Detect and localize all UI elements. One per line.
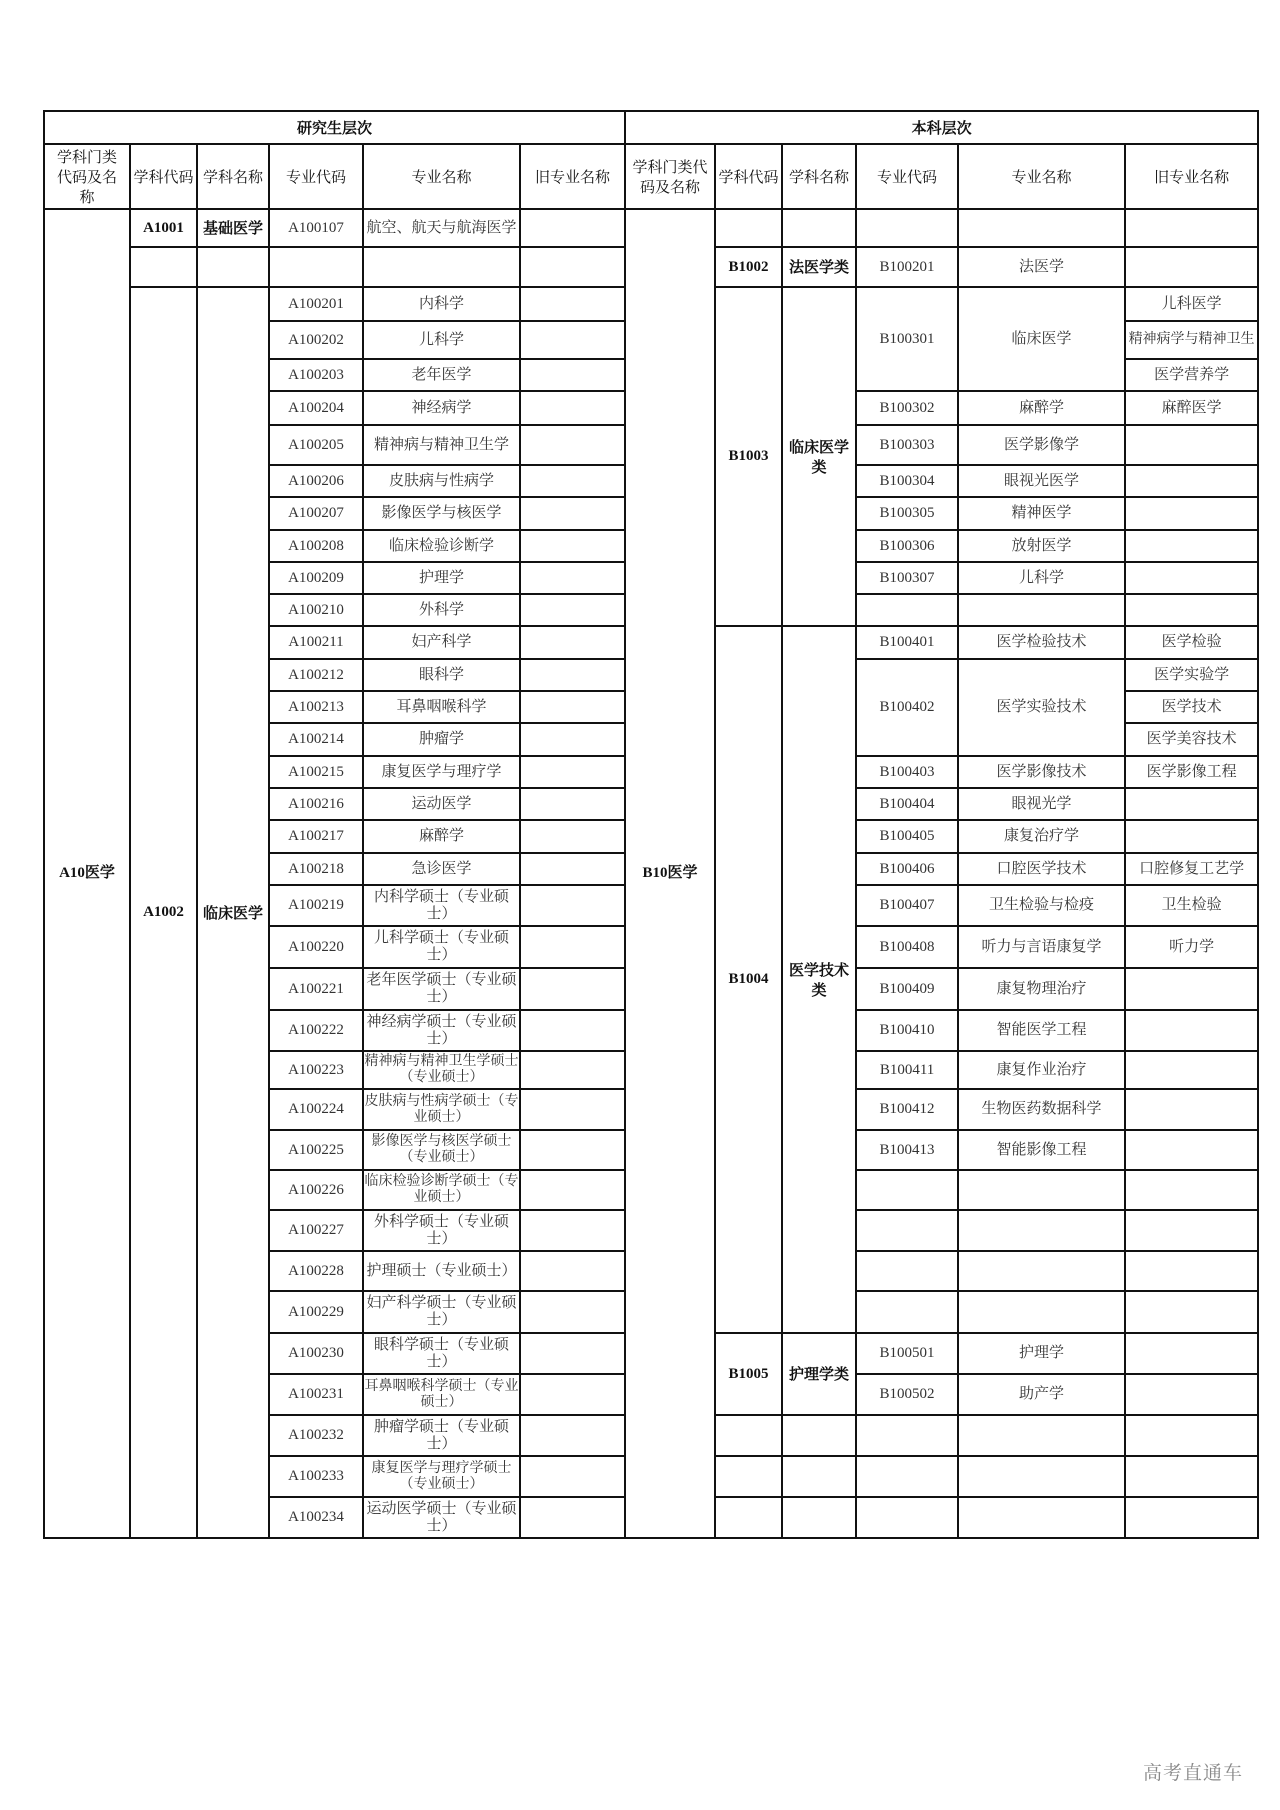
major-code: B100411 — [856, 1051, 958, 1089]
major-code: A100205 — [269, 425, 363, 465]
major-name: 神经病学硕士（专业硕士） — [363, 1010, 520, 1051]
major-code: B100401 — [856, 626, 958, 659]
major-code: B100408 — [856, 926, 958, 968]
old-major-name — [520, 1333, 625, 1374]
old-major-name-empty — [1125, 594, 1258, 626]
major-name: 影像医学与核医学硕士（专业硕士） — [363, 1130, 520, 1170]
major-code: B100407 — [856, 885, 958, 926]
old-major-name: 医学技术 — [1125, 691, 1258, 723]
major-code: A100212 — [269, 659, 363, 691]
table-row — [44, 209, 1258, 247]
old-major-name-empty — [1125, 1415, 1258, 1456]
major-code-empty — [856, 1251, 958, 1291]
old-major-name — [520, 1251, 625, 1291]
major-name: 医学实验技术 — [958, 659, 1125, 756]
old-major-name — [520, 885, 625, 926]
old-major-name: 听力学 — [1125, 926, 1258, 968]
major-name: 医学检验技术 — [958, 626, 1125, 659]
old-major-name-empty — [1125, 1497, 1258, 1538]
major-name: 皮肤病与性病学硕士（专业硕士） — [363, 1089, 520, 1130]
undergraduate-header-col-2: 学科名称 — [782, 144, 856, 209]
discipline-name-empty — [782, 1456, 856, 1497]
major-name: 儿科学硕士（专业硕士） — [363, 926, 520, 968]
old-major-name — [520, 1374, 625, 1415]
old-major-name-empty — [1125, 1251, 1258, 1291]
major-code: A100206 — [269, 465, 363, 497]
major-name: 康复物理治疗 — [958, 968, 1125, 1010]
old-major-name — [1125, 1333, 1258, 1374]
major-name: 麻醉学 — [958, 391, 1125, 425]
discipline-code-empty — [715, 1456, 782, 1497]
major-name-empty — [958, 594, 1125, 626]
old-major-name — [520, 691, 625, 723]
old-major-name — [520, 853, 625, 885]
major-name: 卫生检验与检疫 — [958, 885, 1125, 926]
major-code: B100402 — [856, 659, 958, 756]
major-code: A100208 — [269, 530, 363, 562]
old-major-name-empty — [1125, 1291, 1258, 1333]
major-code: B100304 — [856, 465, 958, 497]
graduate-header-col-4: 专业名称 — [363, 144, 520, 209]
major-code: B100405 — [856, 820, 958, 853]
major-name: 智能影像工程 — [958, 1130, 1125, 1170]
major-code: B100306 — [856, 530, 958, 562]
major-code: B100307 — [856, 562, 958, 594]
old-major-name: 医学营养学 — [1125, 359, 1258, 391]
major-code: A100202 — [269, 321, 363, 359]
major-name: 耳鼻咽喉科学 — [363, 691, 520, 723]
major-name: 智能医学工程 — [958, 1010, 1125, 1051]
old-major-name — [520, 1010, 625, 1051]
major-code: A100226 — [269, 1170, 363, 1210]
discipline-code: A1002 — [130, 287, 197, 1538]
discipline-name: 基础医学 — [197, 209, 269, 247]
old-major-name — [520, 287, 625, 321]
major-name-empty — [958, 1170, 1125, 1210]
old-major-name — [520, 926, 625, 968]
major-name: 皮肤病与性病学 — [363, 465, 520, 497]
major-name-empty — [958, 1497, 1125, 1538]
graduate-header-col-2: 学科名称 — [197, 144, 269, 209]
major-code: A100201 — [269, 287, 363, 321]
major-name: 精神病与精神卫生学硕士（专业硕士） — [363, 1051, 520, 1089]
old-major-name — [520, 1415, 625, 1456]
major-name: 康复医学与理疗学硕士（专业硕士） — [363, 1456, 520, 1497]
old-major-name — [1125, 1374, 1258, 1415]
major-code-empty — [856, 1456, 958, 1497]
major-code: A100218 — [269, 853, 363, 885]
major-name: 医学影像技术 — [958, 756, 1125, 788]
major-name: 眼视光医学 — [958, 465, 1125, 497]
undergraduate-category: B10医学 — [625, 209, 715, 1538]
old-major-name — [520, 659, 625, 691]
major-name: 妇产科学硕士（专业硕士） — [363, 1291, 520, 1333]
major-name: 法医学 — [958, 247, 1125, 287]
major-name: 护理硕士（专业硕士） — [363, 1251, 520, 1291]
major-code: A100228 — [269, 1251, 363, 1291]
major-name: 放射医学 — [958, 530, 1125, 562]
old-major-name — [1125, 562, 1258, 594]
major-code: A100207 — [269, 497, 363, 530]
discipline-name: 护理学类 — [782, 1333, 856, 1415]
old-major-name: 麻醉医学 — [1125, 391, 1258, 425]
major-code: A100217 — [269, 820, 363, 853]
old-major-name: 口腔修复工艺学 — [1125, 853, 1258, 885]
undergraduate-header-col-4: 专业名称 — [958, 144, 1125, 209]
major-name: 耳鼻咽喉科学硕士（专业硕士） — [363, 1374, 520, 1415]
old-major-name: 医学检验 — [1125, 626, 1258, 659]
major-code-empty — [856, 1415, 958, 1456]
major-code: B100404 — [856, 788, 958, 820]
major-name: 神经病学 — [363, 391, 520, 425]
major-code: A100220 — [269, 926, 363, 968]
major-code: A100222 — [269, 1010, 363, 1051]
major-code: A100215 — [269, 756, 363, 788]
major-code: B100502 — [856, 1374, 958, 1415]
old-major-name — [1125, 1010, 1258, 1051]
discipline-code: B1003 — [715, 287, 782, 626]
major-code: A100227 — [269, 1210, 363, 1251]
discipline-code: B1004 — [715, 626, 782, 1333]
discipline-code-empty — [130, 247, 197, 287]
major-name — [363, 247, 520, 287]
major-code: A100231 — [269, 1374, 363, 1415]
major-code: A100213 — [269, 691, 363, 723]
old-major-name — [520, 1089, 625, 1130]
major-code: A100210 — [269, 594, 363, 626]
old-major-name — [520, 1497, 625, 1538]
major-code: A100232 — [269, 1415, 363, 1456]
major-code: B100403 — [856, 756, 958, 788]
old-major-name-empty — [1125, 1456, 1258, 1497]
major-code: A100223 — [269, 1051, 363, 1089]
major-code: B100410 — [856, 1010, 958, 1051]
old-major-name — [1125, 1089, 1258, 1130]
major-name-empty — [958, 1415, 1125, 1456]
major-name: 康复作业治疗 — [958, 1051, 1125, 1089]
old-major-name — [520, 723, 625, 756]
major-code: B100201 — [856, 247, 958, 287]
major-code: A100203 — [269, 359, 363, 391]
major-name: 内科学 — [363, 287, 520, 321]
old-major-name — [1125, 1130, 1258, 1170]
major-code-empty — [856, 1170, 958, 1210]
old-major-name — [520, 465, 625, 497]
major-name-empty — [958, 1251, 1125, 1291]
major-code-empty — [856, 1497, 958, 1538]
major-name: 助产学 — [958, 1374, 1125, 1415]
major-name: 老年医学硕士（专业硕士） — [363, 968, 520, 1010]
old-major-name — [520, 626, 625, 659]
major-code-empty — [856, 1291, 958, 1333]
undergraduate-level-title: 本科层次 — [625, 111, 1258, 144]
undergraduate-header-col-5: 旧专业名称 — [1125, 144, 1258, 209]
old-major-name — [520, 497, 625, 530]
graduate-header-col-1: 学科代码 — [130, 144, 197, 209]
major-code: B100409 — [856, 968, 958, 1010]
old-major-name — [520, 1291, 625, 1333]
old-major-name — [520, 1051, 625, 1089]
major-name: 医学影像学 — [958, 425, 1125, 465]
undergraduate-header-col-1: 学科代码 — [715, 144, 782, 209]
major-code: B100406 — [856, 853, 958, 885]
major-name: 听力与言语康复学 — [958, 926, 1125, 968]
discipline-name: 医学技术类 — [782, 626, 856, 1333]
old-major-name — [1125, 788, 1258, 820]
graduate-header-col-5: 旧专业名称 — [520, 144, 625, 209]
old-major-name — [1125, 497, 1258, 530]
major-code-empty — [856, 1210, 958, 1251]
old-major-name — [520, 562, 625, 594]
major-code: A100214 — [269, 723, 363, 756]
major-name: 眼视光学 — [958, 788, 1125, 820]
major-code: B100301 — [856, 287, 958, 391]
discipline-code-empty — [715, 1497, 782, 1538]
old-major-name — [1125, 820, 1258, 853]
old-major-name — [520, 1456, 625, 1497]
major-name: 儿科学 — [958, 562, 1125, 594]
discipline-code-empty — [715, 209, 782, 247]
major-code: A100107 — [269, 209, 363, 247]
major-name: 护理学 — [958, 1333, 1125, 1374]
old-major-name — [520, 1170, 625, 1210]
major-code: A100229 — [269, 1291, 363, 1333]
old-major-name — [520, 594, 625, 626]
major-code: B100305 — [856, 497, 958, 530]
old-major-name — [520, 820, 625, 853]
major-name: 运动医学 — [363, 788, 520, 820]
major-code: A100221 — [269, 968, 363, 1010]
old-major-name — [1125, 530, 1258, 562]
undergraduate-header-col-0: 学科门类代码及名称 — [625, 144, 715, 209]
old-major-name: 医学实验学 — [1125, 659, 1258, 691]
graduate-header-col-3: 专业代码 — [269, 144, 363, 209]
old-major-name: 医学影像工程 — [1125, 756, 1258, 788]
old-major-name: 医学美容技术 — [1125, 723, 1258, 756]
major-name: 精神病与精神卫生学 — [363, 425, 520, 465]
graduate-header-col-0: 学科门类代码及名称 — [44, 144, 130, 209]
major-code-empty — [856, 594, 958, 626]
old-major-name — [520, 530, 625, 562]
major-code: A100209 — [269, 562, 363, 594]
old-major-name — [520, 1210, 625, 1251]
major-name: 口腔医学技术 — [958, 853, 1125, 885]
old-major-name — [520, 247, 625, 287]
major-code: A100230 — [269, 1333, 363, 1374]
old-major-name — [1125, 247, 1258, 287]
major-code-empty — [856, 209, 958, 247]
major-name-empty — [958, 1456, 1125, 1497]
major-code: A100234 — [269, 1497, 363, 1538]
graduate-category: A10医学 — [44, 209, 130, 1538]
old-major-name — [520, 209, 625, 247]
discipline-code: A1001 — [130, 209, 197, 247]
old-major-name — [520, 359, 625, 391]
major-name: 老年医学 — [363, 359, 520, 391]
old-major-name-empty — [1125, 1170, 1258, 1210]
major-name: 康复医学与理疗学 — [363, 756, 520, 788]
major-code: B100303 — [856, 425, 958, 465]
old-major-name — [1125, 465, 1258, 497]
old-major-name — [520, 1130, 625, 1170]
major-code: B100302 — [856, 391, 958, 425]
major-name-empty — [958, 1210, 1125, 1251]
major-name: 生物医药数据科学 — [958, 1089, 1125, 1130]
discipline-name-empty — [197, 247, 269, 287]
discipline-name: 临床医学 — [197, 287, 269, 1538]
major-name: 外科学 — [363, 594, 520, 626]
major-code: B100412 — [856, 1089, 958, 1130]
major-name: 精神医学 — [958, 497, 1125, 530]
major-name: 内科学硕士（专业硕士） — [363, 885, 520, 926]
major-name: 临床检验诊断学 — [363, 530, 520, 562]
major-code: A100216 — [269, 788, 363, 820]
major-catalog-table — [43, 110, 1259, 1539]
old-major-name — [1125, 968, 1258, 1010]
discipline-code: B1005 — [715, 1333, 782, 1415]
old-major-name: 儿科医学 — [1125, 287, 1258, 321]
old-major-name-empty — [1125, 209, 1258, 247]
major-name: 麻醉学 — [363, 820, 520, 853]
old-major-name — [520, 968, 625, 1010]
old-major-name: 精神病学与精神卫生 — [1125, 321, 1258, 359]
major-code: A100233 — [269, 1456, 363, 1497]
major-name: 临床医学 — [958, 287, 1125, 391]
major-name: 护理学 — [363, 562, 520, 594]
major-code: B100413 — [856, 1130, 958, 1170]
old-major-name — [520, 321, 625, 359]
major-code: A100204 — [269, 391, 363, 425]
major-name: 影像医学与核医学 — [363, 497, 520, 530]
old-major-name — [520, 391, 625, 425]
major-name: 妇产科学 — [363, 626, 520, 659]
discipline-name: 法医学类 — [782, 247, 856, 287]
undergraduate-header-col-3: 专业代码 — [856, 144, 958, 209]
old-major-name — [1125, 425, 1258, 465]
graduate-level-title: 研究生层次 — [44, 111, 625, 144]
discipline-name-empty — [782, 1497, 856, 1538]
major-name: 运动医学硕士（专业硕士） — [363, 1497, 520, 1538]
major-name: 肿瘤学硕士（专业硕士） — [363, 1415, 520, 1456]
old-major-name — [520, 425, 625, 465]
major-name: 航空、航天与航海医学 — [363, 209, 520, 247]
major-name: 肿瘤学 — [363, 723, 520, 756]
major-name-empty — [958, 209, 1125, 247]
major-name: 儿科学 — [363, 321, 520, 359]
major-code: A100211 — [269, 626, 363, 659]
major-code — [269, 247, 363, 287]
old-major-name — [520, 788, 625, 820]
old-major-name: 卫生检验 — [1125, 885, 1258, 926]
old-major-name — [1125, 1051, 1258, 1089]
major-name: 急诊医学 — [363, 853, 520, 885]
watermark: 高考直通车 — [1143, 1762, 1244, 1784]
major-name: 临床检验诊断学硕士（专业硕士） — [363, 1170, 520, 1210]
major-code: A100219 — [269, 885, 363, 926]
major-name-empty — [958, 1291, 1125, 1333]
major-name: 康复治疗学 — [958, 820, 1125, 853]
discipline-code: B1002 — [715, 247, 782, 287]
discipline-code-empty — [715, 1415, 782, 1456]
old-major-name-empty — [1125, 1210, 1258, 1251]
old-major-name — [520, 756, 625, 788]
major-name: 外科学硕士（专业硕士） — [363, 1210, 520, 1251]
major-name: 眼科学 — [363, 659, 520, 691]
discipline-name: 临床医学类 — [782, 287, 856, 626]
major-code: A100225 — [269, 1130, 363, 1170]
discipline-name-empty — [782, 1415, 856, 1456]
major-code: A100224 — [269, 1089, 363, 1130]
discipline-name-empty — [782, 209, 856, 247]
major-name: 眼科学硕士（专业硕士） — [363, 1333, 520, 1374]
major-code: B100501 — [856, 1333, 958, 1374]
